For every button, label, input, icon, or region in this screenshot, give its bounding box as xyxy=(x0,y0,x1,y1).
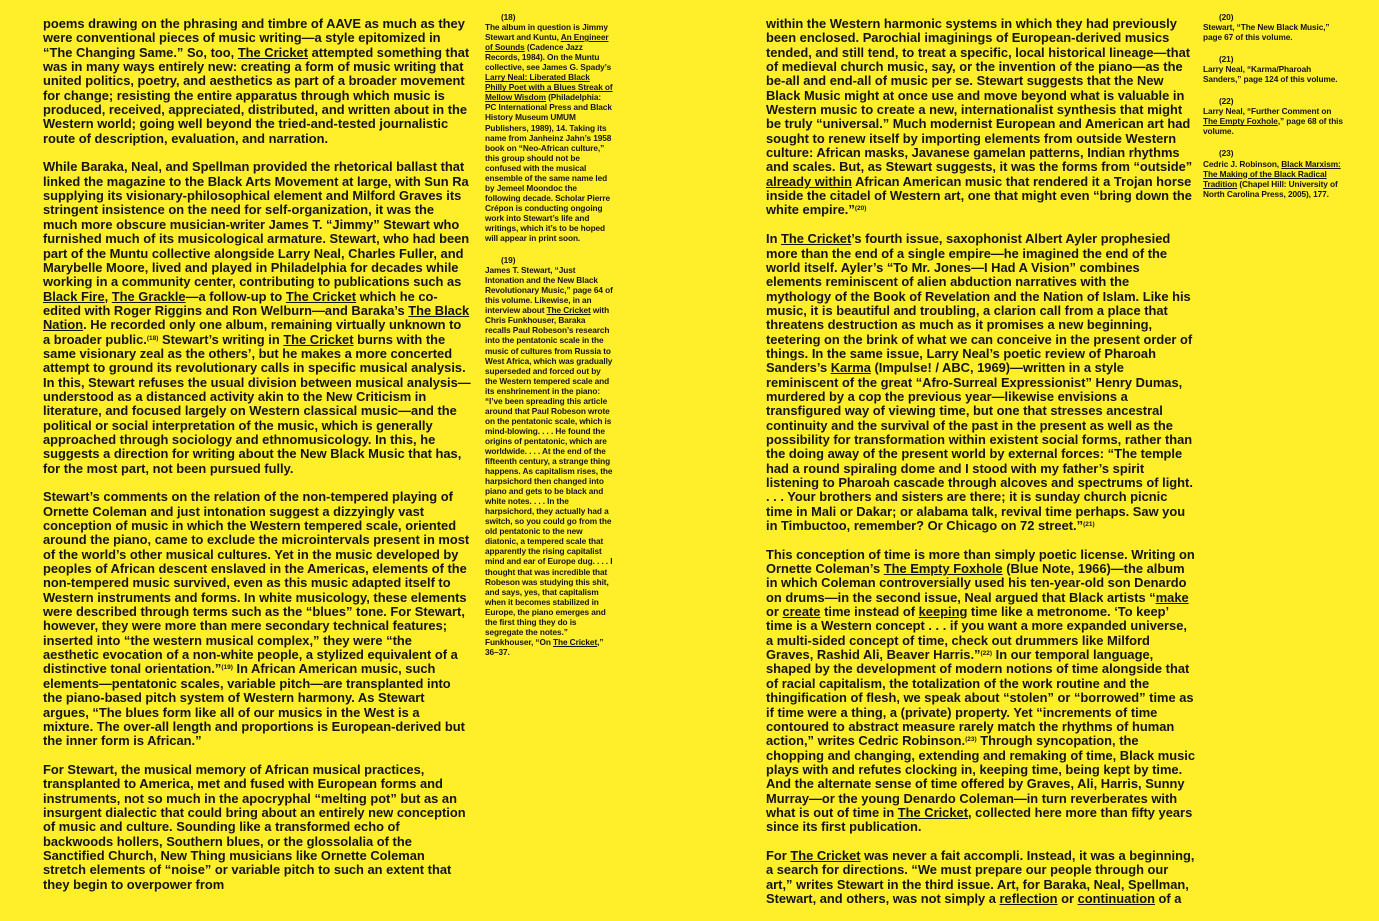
text-run: Larry Neal, “Karma/Pharoah Sanders,” page 124 of this volume. xyxy=(1203,64,1338,85)
text-run: within the Western harmonic systems in which they had previously been enclosed. Parochial imaginings of European-derived musics tended, and still tend, to treat a specific, local historical lineage—that of medieval church music, say, or the invention of the piano—as the be-all and end-all of music per se. Stewart suggests that the New Black Music might at once use and move beyond what is valuable in Western music to create a new, internationalist synthesis that might be truly “universal.” Much modernist European and American art had sought to renew itself by importing elements from outside Western culture: African masks, Javanese gamelan patterns, Indian rhythms and scales. But, as Stewart suggests, it was the forms from “outside” xyxy=(766,16,1193,175)
footnote-number: (21) xyxy=(1219,54,1234,65)
left-footnotes xyxy=(485,12,613,669)
body-paragraph xyxy=(766,849,1196,906)
footnote-text xyxy=(1203,159,1341,199)
footnote-number: (20) xyxy=(1219,12,1234,22)
text-run: For Stewart, the musical memory of African musical practices, transplanted to America, met and fused with European forms and instruments, not so much in the apocryphal “melting pot” but as an insurgent dialectic that could bring about an entirely new conception of music and culture. Sounding like a transformed echo of backwoods hollers, Southern blues, or the glossolalia of the Sanctified Church, New Thing musicians like Ornette Coleman stretch elements of “noise” or variable pitch to such an extent that they begin to overpower from xyxy=(43,761,466,892)
title-reference: An Engineer of Sounds xyxy=(485,32,609,53)
text-run: time instead of xyxy=(820,604,919,620)
footnote-marker: (20) xyxy=(854,205,867,213)
footnote-text xyxy=(485,22,613,243)
text-run: In xyxy=(766,231,782,247)
title-reference: The Cricket xyxy=(781,231,852,247)
title-reference: Black Marxism: The Making of the Black Radical Tradition xyxy=(1203,158,1341,189)
title-reference: make xyxy=(1155,589,1189,605)
left-text-column xyxy=(43,17,471,906)
title-reference: The Empty Foxhole xyxy=(1203,116,1278,127)
footnote-marker: (22) xyxy=(980,650,993,658)
text-run: poems drawing on the phrasing and timbre of AAVE as much as they were conventional pieces of music writing—a style epitomized in “The Changing Same.” So, too, xyxy=(43,16,465,60)
text-run: —a follow-up to xyxy=(185,288,286,304)
footnote-text xyxy=(485,265,613,657)
text-run: (Philadelphia: PC International Press and Black History Museum UMUM Publishers, 1989), 14. Taking its name from Janheinz Jahn’s 1958 book on “Neo-African culture,” this group should not be confused with the musical ensemble of the same name led by Jemeel Moondoc the following decade. Scholar Pierre Crépon is conducting ongoing work into Stewart’s life and writings, which it’s to be hoped will appear in print soon. xyxy=(485,92,612,244)
body-paragraph xyxy=(43,490,471,748)
text-run: which he co-edited with Roger Riggins and Ron Welburn—and Baraka’s xyxy=(43,288,438,318)
text-run: In our temporal language, shaped by the development of modern notions of time alongside that of racial capitalism, the totalization of the work routine and the thingification of flesh, we speak about “stolen” or “borrowed” time as if time were a thing, a (private) property. Yet “increments of time contoured to abstract measure rarely match the rhythms of human action,” writes Cedric Robinson. xyxy=(766,647,1194,749)
title-reference: The Black Nation xyxy=(43,302,470,333)
title-reference: keeping xyxy=(918,604,968,620)
text-run: attempted something that was in many ways entirely new: creating a form of music writing that united politics, poetry, and aesthetics as part of a broader movement for change; resisting the entire apparatus through which music is produced, received, appreciated, distributed, and written about in the Western world; going well beyond the tried-and-tested journalistic route of description, evaluation, and narration. xyxy=(43,44,470,146)
title-reference: The Cricket xyxy=(546,305,591,316)
text-run: Larry Neal, “Further Comment on xyxy=(1203,106,1332,117)
text-run: . He recorded only one album, remaining virtually unknown to a broader public. xyxy=(43,317,462,347)
footnote xyxy=(485,12,613,243)
footnote xyxy=(1203,12,1343,42)
text-run: Stewart’s writing in xyxy=(158,331,284,347)
text-run: James T. Stewart, “Just Intonation and the New Black Revolutionary Music,” page 64 of this volume. Likewise, in an interview about xyxy=(485,265,613,316)
title-reference: The Empty Foxhole xyxy=(883,561,1003,577)
text-run: or xyxy=(1057,890,1078,906)
title-reference: The Cricket xyxy=(237,44,309,60)
title-reference: Black Fire xyxy=(43,288,105,304)
right-footnotes xyxy=(1203,12,1343,211)
title-reference: The Cricket xyxy=(897,804,968,820)
footnote-marker: (21) xyxy=(1083,521,1095,529)
text-run: African American music that rendered it a Trojan horse inside the citadel of Western art, one that might even “bring down the white empire.” xyxy=(766,173,1192,218)
text-run: (Cadence Jazz Records, 1984). On the Muntu collective, see James G. Spady’s xyxy=(485,42,612,73)
footnote-number: (19) xyxy=(501,255,516,266)
title-reference: The Cricket xyxy=(553,636,598,647)
title-reference: Larry Neal: Liberated Black Philly Poet with a Blues Streak of Mellow Wisdom xyxy=(485,72,613,103)
text-run: (Chapel Hill: University of North Carolina Press, 2005), 177. xyxy=(1203,178,1338,199)
body-paragraph xyxy=(766,548,1196,835)
text-run: burns with the same visionary zeal as the others’, but he makes a more concerted attempt to ground its revolutionary calls in specific musical analysis. In this, Stewart refuses the usual division between musical analysis—understood as a distanced activity akin to the New Criticism in literature, and focused largely on Western classical music—and the political or social interpretation of the music, which is generally approached through sociology and ethnomusicology. In this, he suggests a direction for writing about the New Black Music that has, for the most part, not been pursued fully. xyxy=(43,331,471,476)
text-run: Through syncopation, the chopping and changing, extending and remaking of time, Black music plays with and refutes clocking in, keeping time, being kept by time. And the alternate sense of time offered by Graves, Ali, Harris, Sunny Murray—or the young Denardo Coleman—in turn reverberates with what is out of time in xyxy=(766,733,1196,820)
footnote-text xyxy=(1203,64,1337,84)
footnote-number: (18) xyxy=(501,12,516,22)
title-reference: The Grackle xyxy=(111,288,186,304)
title-reference: already within xyxy=(766,173,852,189)
body-paragraph xyxy=(43,17,471,146)
text-run: The album in question is Jimmy Stewart and Kuntu, xyxy=(485,22,608,43)
footnote xyxy=(1203,54,1343,84)
text-run: or xyxy=(766,604,783,620)
title-reference: Karma xyxy=(830,360,871,376)
footnote-number: (23) xyxy=(1219,148,1234,159)
text-run: , xyxy=(104,288,112,304)
title-reference: continuation xyxy=(1077,890,1155,906)
text-run: For xyxy=(766,847,791,863)
text-run: (Blue Note, 1966)—the album in which Coleman controversially used his ten-year-old son Denardo on drums—in the second issue, Neal argued that Black artists “ xyxy=(766,561,1187,605)
body-paragraph xyxy=(43,160,471,476)
text-run: of a xyxy=(1154,890,1182,906)
title-reference: reflection xyxy=(999,890,1058,906)
body-paragraph xyxy=(43,763,471,892)
footnote-marker: (23) xyxy=(965,736,977,744)
text-run: ,” 36–37. xyxy=(485,636,604,657)
text-run: Cedric J. Robinson, xyxy=(1203,158,1282,169)
footnote-text xyxy=(1203,106,1343,136)
footnote xyxy=(485,255,613,657)
title-reference: The Cricket xyxy=(790,847,861,863)
text-run: In African American music, such elements—pentatonic scales, variable pitch—are transplanted into the piano-based pitch system of Western harmony. As Stewart argues, “The blues form like all of our musics in the West is a mixture. The over-all length and proportions is European-derived but the inner form is African.” xyxy=(43,661,465,749)
footnote-marker: (18) xyxy=(146,334,159,342)
body-paragraph xyxy=(766,232,1196,533)
right-text-column xyxy=(766,17,1196,921)
text-run: This conception of time is more than simply poetic license. Writing on Ornette Coleman’s xyxy=(766,546,1195,577)
title-reference: The Cricket xyxy=(285,288,357,304)
footnote xyxy=(1203,148,1343,198)
text-run: Stewart, “The New Black Music,” page 67 of this volume. xyxy=(1203,22,1330,43)
text-run: Stewart’s comments on the relation of the non-tempered playing of Ornette Coleman and just intonation suggest a dizzyingly vast conception of music in which the Western tempered scale, oriented around the piano, came to exclude the microintervals present in most of the world’s other musical cultures. Yet in the music developed by peoples of African descent enslaved in the Americas, elements of the non-tempered music survived, even as this music adapted itself to Western instruments and forms. In white musicology, these elements were described through terms such as the “blues” tone. For Stewart, however, they were more than mere secondary technical features; inserted into “the western musical complex,” they were “the aesthetic evocation of a non-white people, a stylized equivalent of a distinctive tonal orientation.” xyxy=(43,489,470,677)
text-run: , collected here more than fifty years since its first publication. xyxy=(766,804,1193,835)
text-run: was never a fait accompli. Instead, it was a beginning, a search for directions. “We must prepare our people through our art,” writes Stewart in the third issue. Art, for Baraka, Neal, Spellman, Stewart, and others, was not simply a xyxy=(766,847,1195,906)
footnote-text xyxy=(1203,22,1329,42)
text-run: ’s fourth issue, saxophonist Albert Ayler prophesied more than the end of a single empire—he imagined the end of the world itself. Ayler’s “To Mr. Jones—I Had A Vision” combines elements reminiscent of alien abduction narratives with the mythology of the Book of Revelation and the Nation of Islam. Like his music, it is beautiful and troubling, a clarion call from a place that threatens destruction as much as it promises a new beginning, teetering on the brink of what we can conceive in the present order of things. In the same issue, Larry Neal’s poetic review of Pharoah Sanders’s xyxy=(766,231,1193,376)
body-paragraph xyxy=(766,17,1196,218)
footnote-number: (22) xyxy=(1219,96,1234,107)
text-run: with Chris Funkhouser, Baraka recalls Paul Robeson’s research into the pentatonic scale in the music of cultures from Russia to West Africa, which was gradually superseded and forced out by the Western tempered scale and its enshrinement in the piano: “I’ve been spreading this article around that Paul Robeson wrote on the pentatonic scale, which is mind-blowing. . . . He found the origins of pentatonic, which are worldwide. . . . At the end of the fifteenth century, a strange thing happens. As capitalism rises, the harpsichord then changed into piano and gets to be black and white notes. . . . In the harpsichord, they actually had a switch, so you could go from the old pentatonic to the new diatonic, a tempered scale that apparently the rising capitalist mind and ear of Europe dug. . . . I thought that was incredible that Robeson was studying this shit, and says, yes, that capitalism when it becomes stabilized in Europe, the piano emerges and the first thing they do is segregate the notes.” Funkhouser, “On xyxy=(485,305,613,647)
text-run: ,” page 68 of this volume. xyxy=(1203,116,1343,137)
text-run: (Impulse! / ABC, 1969)—written in a style reminiscent of the great “Afro-Surreal Expressionist” Henry Dumas, murdered by a cop the previous year—likewise envisions a transfigured way of viewing time, but one that stresses ancestral continuity and the survival of the past in the present as well as the possibility for transformation within existent social forms, rather than the doing away of the present world by external forces: “The temple had a round spiraling dome and I stood with my father’s spirit listening to Pharoah cascade through alcoves and spectrums of light. . . . Your brothers and sisters are there; it is sunday church picnic time in Mali or Dakar; or alabama talk, revival time perhaps. Saw you in Timbuctoo, remember? Or Chicago on 72 street.” xyxy=(766,360,1193,534)
text-run: time like a metronome. ‘To keep’ time is a Western concept . . . if you want a more expanded universe, a multi-sided concept of time, check out drummers like Milford Graves, Rashid Ali, Beaver Harris.” xyxy=(766,604,1187,663)
footnote-marker: (19) xyxy=(221,664,233,672)
text-run: While Baraka, Neal, and Spellman provided the rhetorical ballast that linked the magazine to the Black Arts Movement at large, with Sun Ra supplying its visionary-philosophical element and Milford Graves its stringent insistence on the need for self-organization, it was the much more obscure musician-writer James T. “Jimmy” Stewart who furnished much of its musicological armature. Stewart, who had been part of the Muntu collective alongside Larry Neal, Charles Fuller, and Marybelle Moore, lived and played in Philadelphia for decades while working in a community center, contributing to publications such as xyxy=(43,159,470,290)
title-reference: The Cricket xyxy=(283,331,354,347)
footnote xyxy=(1203,96,1343,136)
title-reference: create xyxy=(782,604,821,620)
